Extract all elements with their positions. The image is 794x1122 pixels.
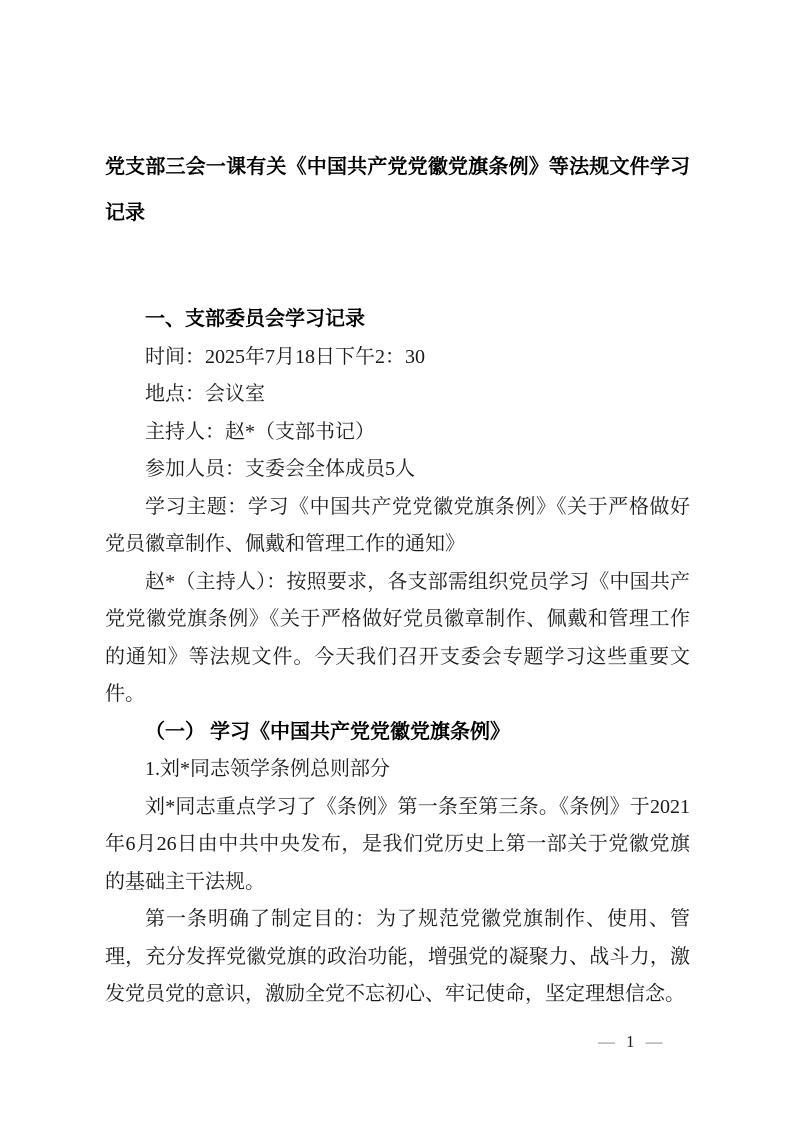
footer-dash-right: —: [645, 1032, 663, 1051]
document-title: 党支部三会一课有关《中国共产党党徽党旗条例》等法规文件学习记录: [105, 156, 690, 224]
footer-dash-left: —: [598, 1032, 615, 1051]
paragraph-article-one: 第一条明确了制定目的：为了规范党徽党旗制作、使用、管理，充分发挥党徽党旗的政治功能，增强党的凝聚力、战斗力，激发党员党的意识，激励全党不忘初心、牢记使命，坚定理想信念。: [105, 908, 690, 1005]
document-body: [105, 144, 690, 1014]
sub-heading-study-regulation: （一） 学习《中国共产党党徽党旗条例》: [145, 720, 510, 743]
meta-attendees-line: 参加人员：支委会全体成员5人: [145, 458, 415, 480]
paragraph-study-summary: 刘*同志重点学习了《条例》第一条至第三条。《条例》于2021年6月26日由中共中央发布，是我们党历史上第一部关于党徽党旗的基础主干法规。: [105, 795, 690, 893]
paragraph-host-remarks: 赵*（主持人）：按照要求，各支部需组织党员学习《中国共产党党徽党旗条例》《关于严格做好党员徽章制作、佩戴和管理工作的通知》等法规文件。今天我们召开支委会专题学习这些重要文件。: [105, 570, 690, 705]
paragraph-item-1: 1.刘*同志领学条例总则部分: [145, 758, 390, 780]
meta-topic-line: 学习主题：学习《中国共产党党徽党旗条例》《关于严格做好党员徽章制作、佩戴和管理工作的通知》: [105, 495, 690, 555]
page-footer: [598, 1031, 663, 1052]
section-heading-committee-learning-record: 一、支部委员会学习记录: [145, 308, 365, 330]
meta-time-line: 时间：2025年7月18日下午2：30: [145, 345, 425, 368]
meta-location-line: 地点：会议室: [145, 383, 265, 405]
footer-page-number: 1: [626, 1032, 635, 1051]
meta-host-line: 主持人：赵*（支部书记）: [145, 420, 375, 443]
